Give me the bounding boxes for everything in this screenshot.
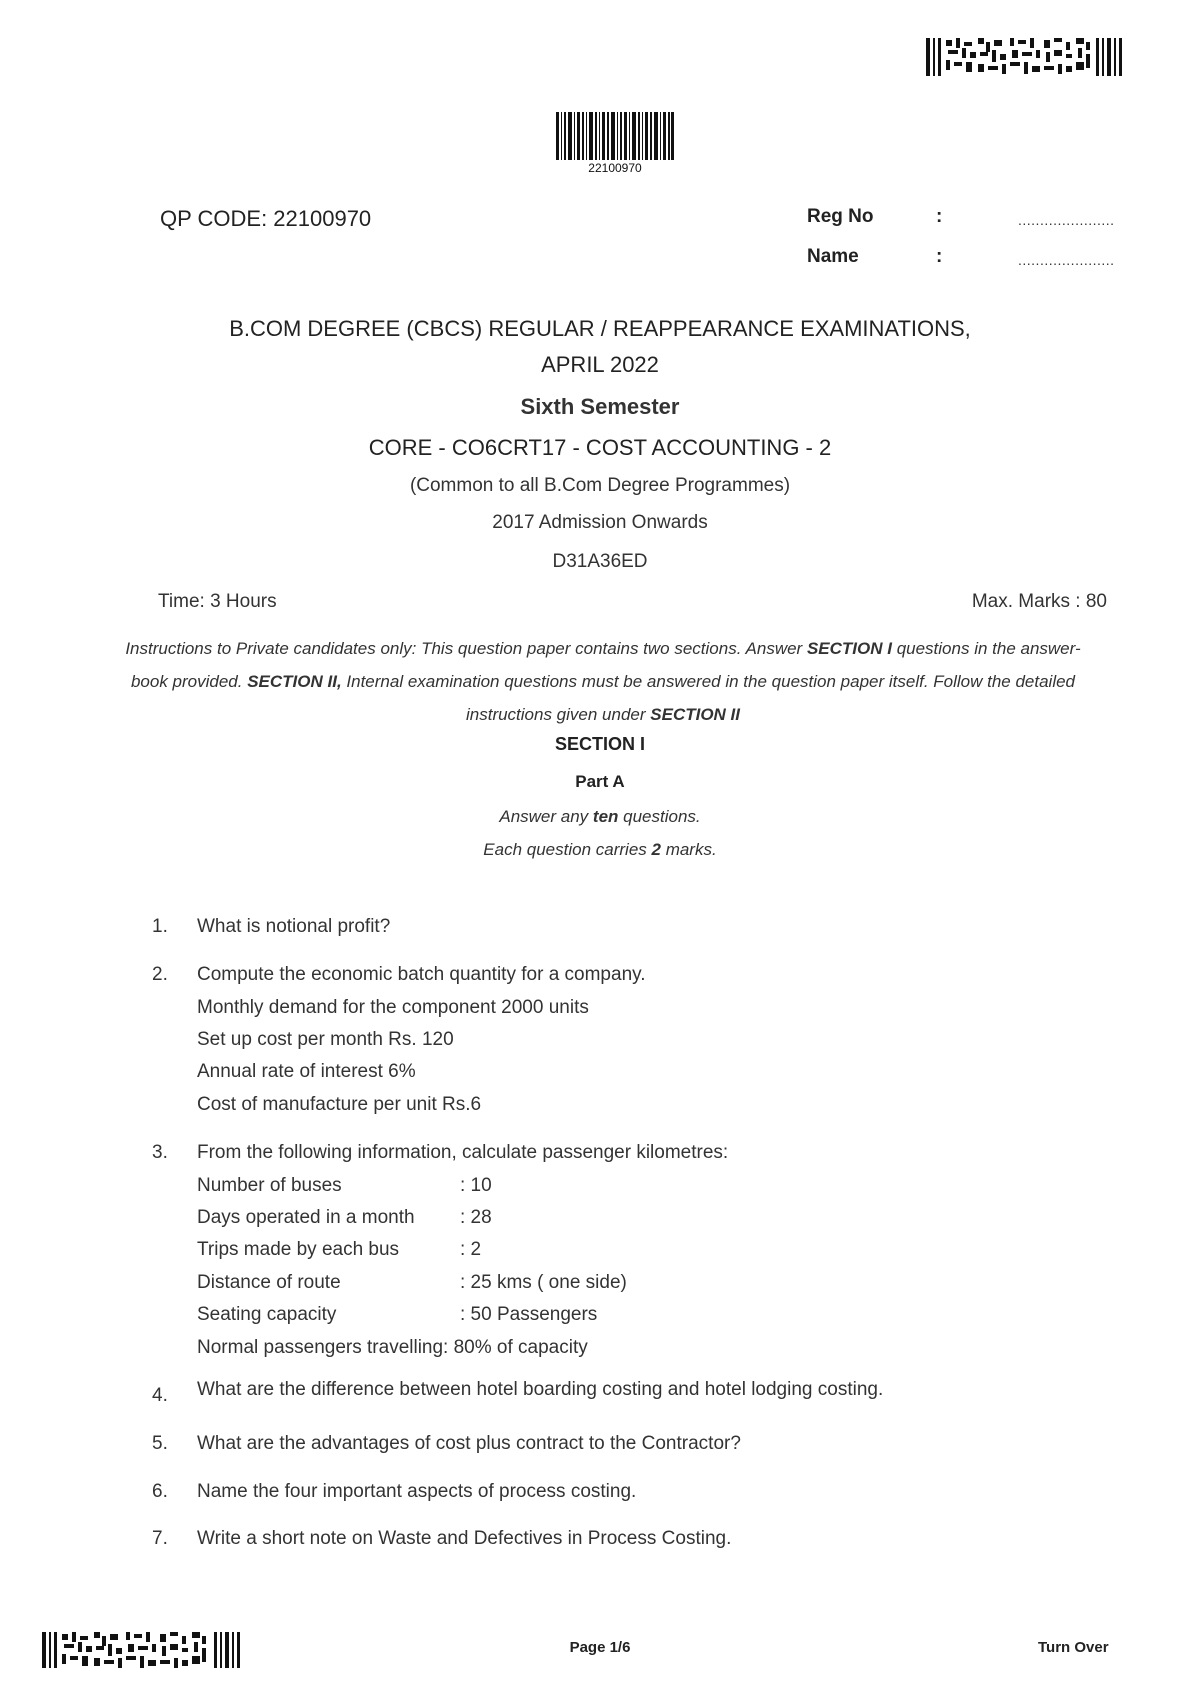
exam-title-line2: APRIL 2022 [541,352,659,377]
marks-instruction: Each question carries 2 marks. [483,840,717,859]
question-detail: Set up cost per month Rs. 120 [197,1029,454,1050]
question-text: What is notional profit? [197,916,391,937]
page-number: Page 1/6 [569,1639,631,1656]
max-marks: Max. Marks : 80 [971,591,1107,612]
reg-no-label: Reg No [807,206,874,227]
name-field: ...................... [1018,252,1115,268]
instructions: Instructions to Private candidates only: This question paper contains two sections. Answer SECTION I questions in the answer-book provided. SECTION II, Internal examination questions must be answered in the question paper itself. Follow the detailed instructions given under SECTION II [125,639,1081,724]
admission-note: 2017 Admission Onwards [492,512,708,533]
name-label: Name [807,246,859,267]
data-row-label: Distance of route [197,1272,341,1293]
data-row-label: Trips made by each bus [197,1239,400,1260]
semester: Sixth Semester [520,394,680,419]
barcode-center [556,112,674,160]
time-allowed: Time: 3 Hours [158,591,277,612]
question-number: 4. [152,1385,168,1406]
question-number: 2. [152,964,168,985]
programme-note: (Common to all B.Com Degree Programmes) [409,475,791,496]
barcode-number: 22100970 [588,161,642,175]
data-row-label: Seating capacity [197,1304,337,1325]
paper-code: D31A36ED [552,551,648,572]
question-number: 5. [152,1433,168,1454]
data-row-label: Number of buses [197,1175,342,1196]
name-colon: : [936,246,943,267]
question-number: 7. [152,1528,168,1549]
question-text: From the following information, calculate passenger kilometres: [197,1142,729,1163]
exam-title-line1: B.COM DEGREE (CBCS) REGULAR / REAPPEARANCE EXAMINATIONS, [229,316,971,341]
question-number: 1. [152,916,168,937]
data-row-value: : 50 Passengers [460,1304,598,1325]
question-number: 6. [152,1481,168,1502]
answer-instruction: Answer any ten questions. [499,807,701,826]
part-title: Part A [575,772,625,791]
question-detail: Normal passengers travelling: 80% of capacity [197,1337,588,1358]
question-number: 3. [152,1142,168,1163]
qp-code: QP CODE: 22100970 [160,206,372,231]
course-title: CORE - CO6CRT17 - COST ACCOUNTING - 2 [368,435,832,460]
section-title: SECTION I [554,734,645,754]
question-text: Name the four important aspects of process costing. [197,1481,637,1502]
turn-over: Turn Over [1038,1639,1109,1656]
question-detail: Cost of manufacture per unit Rs.6 [197,1094,482,1115]
data-row-value: : 28 [460,1207,492,1228]
question-detail: Annual rate of interest 6% [197,1061,416,1082]
reg-no-field: ...................... [1018,212,1115,228]
data-row-value: : 2 [460,1239,482,1260]
data-row-value: : 25 kms ( one side) [460,1272,627,1293]
question-detail: Monthly demand for the component 2000 units [197,997,589,1018]
data-row-value: : 10 [460,1175,492,1196]
question-text: Write a short note on Waste and Defectives in Process Costing. [197,1528,732,1549]
reg-no-colon: : [936,206,943,227]
barcode-top-right [926,38,1126,76]
data-row-label: Days operated in a month [197,1207,415,1228]
question-text: Compute the economic batch quantity for a company. [197,964,646,985]
question-text: What are the difference between hotel boarding costing and hotel lodging costing. [197,1379,884,1400]
question-text: What are the advantages of cost plus contract to the Contractor? [197,1433,741,1454]
